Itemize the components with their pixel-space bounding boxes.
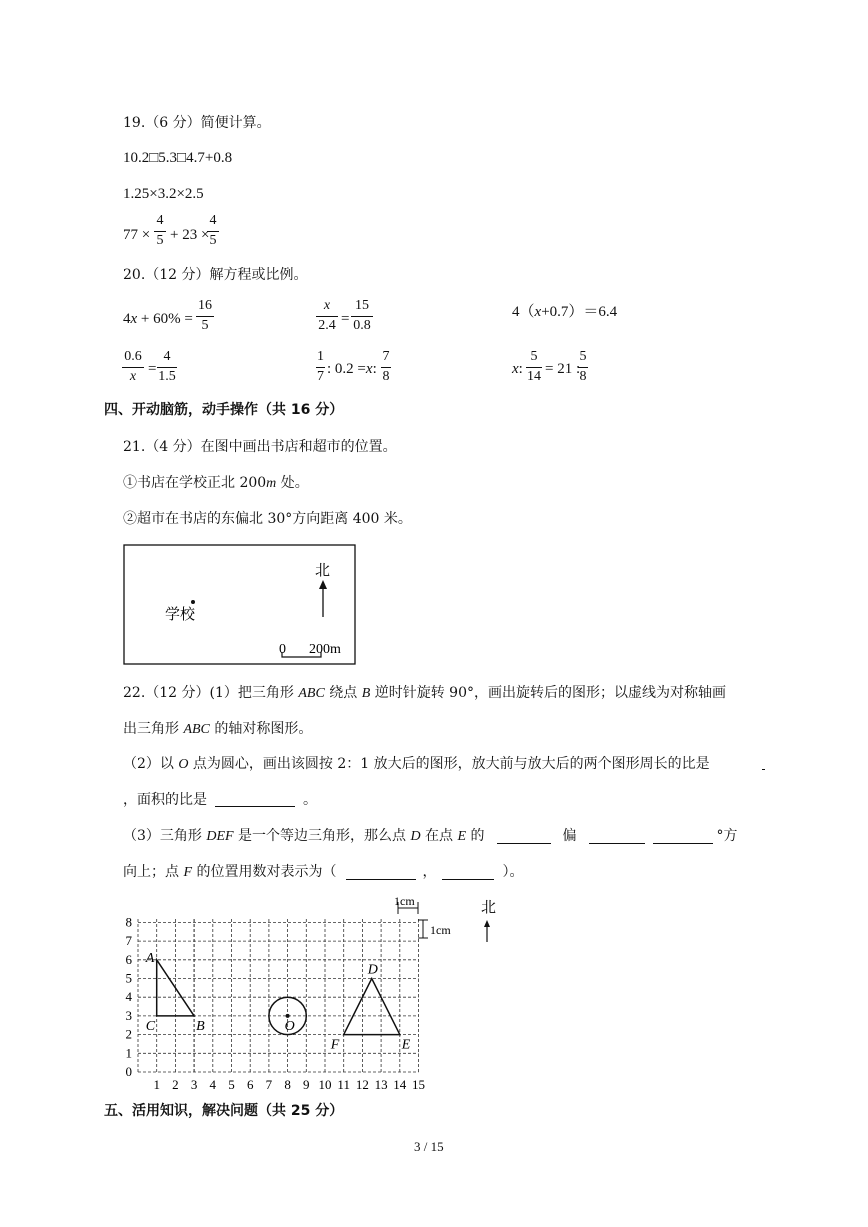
text: 是一个等边三角形，那么点 bbox=[233, 828, 411, 844]
x-axis-tick-label: 6 bbox=[246, 1077, 254, 1092]
y-axis-tick-label: 3 bbox=[125, 1007, 132, 1023]
circle-center-point bbox=[286, 1014, 290, 1018]
e3-part-b: +0.7）＝6.4 bbox=[541, 304, 618, 320]
fraction-bar bbox=[154, 231, 166, 232]
q22-coordinate-grid bbox=[110, 892, 510, 1097]
denominator: 5 bbox=[201, 318, 209, 333]
e5-colon: : bbox=[372, 361, 377, 377]
e2-fraction-2 bbox=[351, 299, 373, 333]
e5-fraction-1 bbox=[316, 350, 325, 384]
triangle-label: ABC bbox=[183, 722, 210, 737]
text: 的位置用数对表示为（ bbox=[192, 864, 337, 880]
denominator: 5 bbox=[209, 233, 217, 248]
x-axis-tick-label: 9 bbox=[303, 1077, 310, 1092]
triangle-label: ABC bbox=[298, 686, 325, 701]
numerator: 15 bbox=[355, 298, 369, 313]
triangle-abc bbox=[157, 960, 194, 1016]
x-axis-tick-label: 11 bbox=[337, 1077, 350, 1092]
point-a-label: A bbox=[145, 950, 155, 966]
grid-north-label: 北 bbox=[481, 900, 497, 916]
x-axis-tick-label: 5 bbox=[228, 1077, 235, 1092]
answer-blank-row[interactable] bbox=[442, 865, 494, 880]
denominator: 5 bbox=[156, 233, 164, 248]
q22-part-2-line-1 bbox=[123, 757, 710, 772]
y-axis-tick-label: 7 bbox=[125, 933, 132, 949]
section-5-heading: 五、活用知识，解决问题（共 25 分） bbox=[104, 1103, 344, 1119]
denominator: 8 bbox=[579, 369, 587, 384]
y-axis-tick-label: 4 bbox=[125, 989, 132, 1005]
y-axis-tick-label: 1 bbox=[125, 1045, 132, 1061]
e1-left bbox=[123, 312, 193, 327]
x-axis-tick-label: 8 bbox=[284, 1077, 291, 1092]
q22-part-2-line-2 bbox=[123, 792, 317, 807]
denominator: 1.5 bbox=[158, 369, 176, 384]
point-label: O bbox=[178, 757, 189, 772]
text: 向上；点 bbox=[123, 864, 184, 880]
denominator: 14 bbox=[527, 369, 541, 384]
e6-colon: : bbox=[518, 361, 523, 377]
answer-blank-side[interactable] bbox=[589, 829, 645, 844]
answer-blank-column[interactable] bbox=[346, 865, 416, 880]
fraction-bar bbox=[196, 316, 214, 317]
school-point bbox=[191, 600, 195, 604]
q22-part-1-line-2 bbox=[123, 722, 312, 737]
numerator: 16 bbox=[198, 298, 212, 313]
point-d-label: D bbox=[367, 962, 378, 978]
triangle-label: DEF bbox=[206, 829, 234, 844]
school-label: 学校 bbox=[165, 607, 196, 623]
denominator: 8 bbox=[382, 369, 390, 384]
e2-equals: = bbox=[341, 311, 350, 327]
grid-north-arrow-icon bbox=[484, 920, 490, 927]
fraction-bar bbox=[316, 367, 325, 368]
e3-part-a: 4（ bbox=[512, 304, 535, 320]
q21-title: 21.（4 分）在图中画出书店和超市的位置。 bbox=[123, 439, 397, 455]
q20-equation-3 bbox=[512, 305, 617, 320]
numerator: 1 bbox=[317, 349, 324, 364]
map-north-label: 北 bbox=[315, 563, 331, 579]
numerator: 5 bbox=[579, 349, 587, 364]
point-c-label: C bbox=[145, 1018, 156, 1034]
text: 逆时针旋转 90°，画出旋转后的图形；以虚线为对称轴画 bbox=[370, 685, 726, 701]
north-arrow-icon bbox=[319, 580, 327, 589]
denominator: 2.4 bbox=[318, 318, 336, 333]
e4-fraction-2 bbox=[157, 350, 177, 384]
point-o-label: O bbox=[284, 1018, 295, 1034]
scale-200m-label: 200m bbox=[309, 642, 341, 657]
x-axis-tick-label: 15 bbox=[412, 1077, 425, 1092]
q21-map bbox=[123, 544, 356, 665]
q19-e3-fraction-2 bbox=[207, 214, 219, 248]
fraction-bar bbox=[351, 316, 373, 317]
unit-h-label: 1cm bbox=[394, 894, 415, 908]
e5-ratio-part: : 0.2 = bbox=[327, 361, 366, 377]
point-e-label: E bbox=[401, 1037, 411, 1053]
x-axis-tick-label: 13 bbox=[374, 1077, 388, 1092]
text: 。 bbox=[303, 792, 317, 808]
text: （2）以 bbox=[123, 756, 179, 772]
point-label: F bbox=[183, 865, 193, 880]
text: 的 bbox=[466, 828, 485, 844]
q21-item-1-suffix: 处。 bbox=[276, 475, 309, 491]
numerator: x bbox=[323, 298, 331, 313]
numerator: 4 bbox=[163, 349, 171, 364]
e4-equals: = bbox=[148, 361, 157, 377]
point-b-label: B bbox=[196, 1018, 205, 1034]
text: 出三角形 bbox=[123, 721, 184, 737]
q22-part-1-line-1 bbox=[123, 686, 726, 701]
fraction-bar bbox=[157, 367, 177, 368]
numerator: 4 bbox=[156, 213, 164, 228]
x-axis-tick-label: 1 bbox=[153, 1077, 160, 1092]
answer-blank-direction[interactable] bbox=[497, 829, 551, 844]
text: 绕点 bbox=[324, 685, 362, 701]
y-axis-tick-label: 6 bbox=[125, 951, 132, 967]
fraction-bar bbox=[122, 367, 144, 368]
y-axis-tick-label: 0 bbox=[125, 1064, 132, 1079]
q19-expression-2: 1.25×3.2×2.5 bbox=[123, 186, 204, 202]
text: 偏 bbox=[562, 828, 577, 844]
point-f-label: F bbox=[330, 1037, 340, 1053]
unit-v-label: 1cm bbox=[430, 923, 451, 937]
point-label: B bbox=[361, 686, 371, 701]
q21-item-1 bbox=[123, 476, 309, 491]
q22-part-3-line-1 bbox=[123, 829, 738, 844]
text: （3）三角形 bbox=[123, 828, 207, 844]
fraction-bar bbox=[381, 367, 391, 368]
text: 在点 bbox=[420, 828, 458, 844]
e1-var: x bbox=[130, 311, 138, 327]
text: 点为圆心，画出该圆按 2：1 放大后的图形，放大前与放大后的两个图形周长的比是 bbox=[188, 756, 710, 772]
e6-fraction-2 bbox=[578, 350, 588, 384]
text: ）。 bbox=[502, 864, 524, 880]
e6-middle: = 21 : bbox=[545, 361, 581, 377]
x-axis-tick-label: 10 bbox=[318, 1077, 332, 1092]
fraction-bar bbox=[207, 231, 219, 232]
x-axis-tick-label: 2 bbox=[172, 1077, 179, 1092]
e1-fraction bbox=[196, 299, 214, 333]
numerator: 7 bbox=[382, 349, 390, 364]
denominator: x bbox=[129, 369, 137, 384]
section-4-heading: 四、开动脑筋，动手操作（共 16 分） bbox=[104, 402, 344, 418]
q22-part-3-line-2 bbox=[123, 865, 523, 880]
fraction-bar bbox=[526, 367, 542, 368]
e6-var: x bbox=[512, 361, 519, 377]
text: 22.（12 分）(1）把三角形 bbox=[123, 685, 299, 701]
text: ， bbox=[422, 864, 437, 880]
q19-e3-part-a: 77 × bbox=[123, 227, 151, 243]
e6-fraction-1 bbox=[526, 350, 542, 384]
x-axis-tick-label: 12 bbox=[355, 1077, 369, 1092]
y-axis-tick-label: 2 bbox=[125, 1026, 132, 1042]
q21-item-2: ②超市在书店的东偏北 30°方向距离 400 米。 bbox=[123, 511, 412, 527]
q19-title: 19.（6 分）简便计算。 bbox=[123, 115, 271, 131]
numerator: 5 bbox=[530, 349, 538, 364]
e4-fraction-1 bbox=[122, 350, 144, 384]
numerator: 4 bbox=[209, 213, 217, 228]
x-axis-tick-label: 7 bbox=[265, 1077, 273, 1092]
fraction-bar bbox=[316, 316, 338, 317]
x-axis-tick-label: 14 bbox=[393, 1077, 407, 1092]
e5-fraction-2 bbox=[381, 350, 391, 384]
q19-e3-part-b: + 23 × bbox=[170, 227, 210, 243]
x-axis-tick-label: 4 bbox=[209, 1077, 217, 1092]
e6-left bbox=[512, 362, 523, 377]
q21-item-1-unit: m bbox=[266, 476, 277, 491]
q21-item-1-text: ①书店在学校正北 200 bbox=[123, 475, 267, 491]
text: 的轴对称图形。 bbox=[209, 721, 313, 737]
e3-var: x bbox=[534, 304, 542, 320]
q19-e3-fraction-1 bbox=[154, 214, 166, 248]
answer-blank-area-ratio[interactable] bbox=[215, 792, 295, 807]
e5-var: x bbox=[365, 361, 373, 377]
page-number: 3 / 15 bbox=[414, 1139, 444, 1154]
numerator: 0.6 bbox=[124, 349, 142, 364]
y-axis-tick-label: 5 bbox=[125, 970, 132, 986]
text: ，面积的比是 bbox=[123, 792, 207, 808]
triangle-def bbox=[344, 979, 400, 1035]
point-label: D bbox=[410, 829, 421, 844]
answer-blank-perimeter-ratio[interactable] bbox=[762, 763, 765, 770]
point-label: E bbox=[457, 829, 467, 844]
q19-expression-1: 10.2□5.3□4.7+0.8 bbox=[123, 150, 233, 166]
x-axis-tick-label: 3 bbox=[190, 1077, 198, 1092]
q20-title: 20.（12 分）解方程或比例。 bbox=[123, 267, 308, 283]
denominator: 0.8 bbox=[353, 318, 371, 333]
e1-rest: + 60% = bbox=[137, 311, 193, 327]
e5-middle bbox=[327, 362, 377, 377]
scale-zero-label: 0 bbox=[279, 642, 286, 657]
text: °方 bbox=[716, 828, 738, 844]
y-axis-tick-label: 8 bbox=[125, 914, 132, 930]
e1-coef: 4 bbox=[123, 311, 131, 327]
answer-blank-angle[interactable] bbox=[653, 829, 713, 844]
e2-fraction-1 bbox=[316, 299, 338, 333]
fraction-bar bbox=[578, 367, 588, 368]
denominator: 7 bbox=[317, 369, 324, 384]
